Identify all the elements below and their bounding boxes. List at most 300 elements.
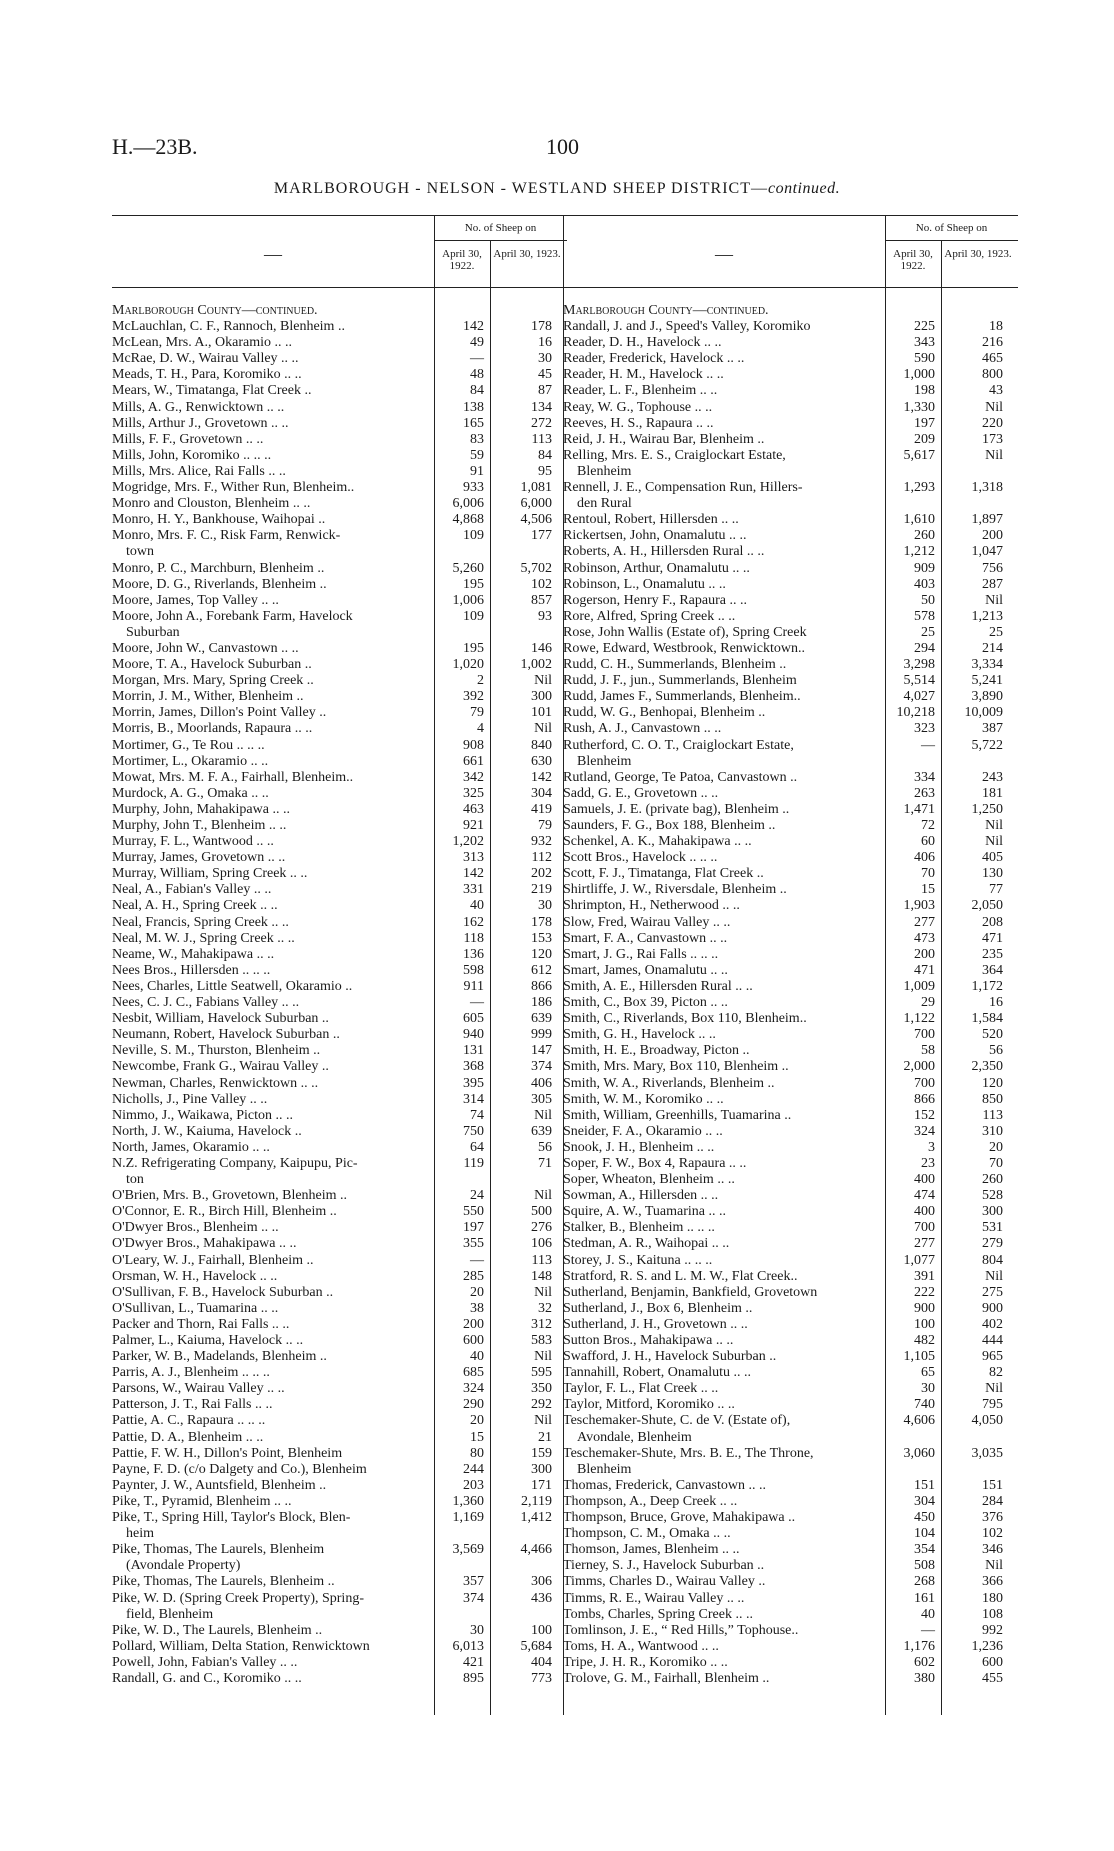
owner-name: Nees Bros., Hillersden .. .. .. (112, 962, 271, 978)
owner-name: Smith, C., Riverlands, Box 110, Blenheim.. (563, 1011, 807, 1027)
table-row (563, 1349, 1018, 1365)
table-row (112, 1494, 567, 1510)
table-row (112, 995, 567, 1011)
owner-name: Patterson, J. T., Rai Falls .. .. (112, 1397, 273, 1413)
table-row (112, 721, 567, 737)
sheep-1923: 102 (982, 1526, 1003, 1542)
sheep-1922: 25 (921, 624, 935, 640)
table-row (563, 1172, 1018, 1188)
sheep-1923: 1,081 (520, 480, 552, 496)
col-1922-header: April 30, 1922. (893, 248, 933, 272)
sheep-1922: 1,471 (903, 801, 935, 817)
owner-name: Smith, William, Greenhills, Tuamarina .. (563, 1107, 792, 1123)
table-top-rule (112, 215, 567, 216)
sheep-1923: 20 (989, 1139, 1003, 1155)
owner-name: Rose, John Wallis (Estate of), Spring Creek (563, 624, 807, 640)
sheep-1922: 921 (463, 818, 484, 833)
owner-name: Smith, G. H., Havelock .. .. (563, 1027, 716, 1043)
owner-name: Pike, T., Spring Hill, Taylor's Block, Blen- (112, 1510, 351, 1526)
owner-name: Murphy, John T., Blenheim .. .. (112, 818, 287, 833)
owner-name: Thompson, A., Deep Creek .. .. (563, 1493, 738, 1509)
sheep-1923: 600 (982, 1654, 1003, 1670)
sheep-1923: 71 (538, 1155, 552, 1171)
table-row (112, 593, 567, 609)
table-row (112, 1671, 567, 1687)
sheep-1923: 1,236 (971, 1638, 1003, 1654)
sheep-1922: 3,569 (452, 1542, 484, 1558)
left-rows (112, 303, 567, 1687)
owner-name: Monro and Clouston, Blenheim .. .. (112, 496, 311, 512)
table-row (112, 1285, 567, 1301)
table-row (112, 1108, 567, 1124)
sheep-1923: 305 (531, 1091, 552, 1107)
sheep-1923: 387 (982, 721, 1003, 737)
sheep-1923: 455 (982, 1670, 1003, 1686)
sheep-1922: 334 (914, 769, 935, 785)
owner-name: Smith, A. E., Hillersden Rural .. .. (563, 978, 753, 994)
table-row (563, 480, 1018, 496)
sheep-1923: 106 (531, 1236, 552, 1252)
owner-name: field, Blenheim (126, 1606, 214, 1622)
sheep-1922: 3 (928, 1139, 935, 1155)
owner-name: Sutton Bros., Mahakipawa .. .. (563, 1333, 734, 1348)
table-row (112, 705, 567, 721)
owner-name: Palmer, L., Kaiuma, Havelock .. .. (112, 1333, 304, 1348)
owner-name: Smart, J. G., Rai Falls .. .. .. (563, 946, 719, 962)
sheep-1923: 4,506 (520, 512, 552, 528)
sheep-1923: Nil (985, 1268, 1003, 1284)
table-row (112, 1301, 567, 1317)
owner-name: Taylor, F. L., Flat Creek .. .. (563, 1381, 719, 1397)
sheep-1922: 325 (463, 785, 484, 801)
table-row (112, 1269, 567, 1285)
owner-name: Morris, B., Moorlands, Rapaura .. .. (112, 721, 313, 737)
owner-name: Snook, J. H., Blenheim .. .. (563, 1139, 715, 1155)
sheep-1922: 58 (921, 1043, 935, 1059)
sheep-1922: 4,027 (903, 689, 935, 705)
owner-name: Reader, D. H., Havelock .. .. (563, 335, 722, 351)
sheep-1922: 700 (914, 1220, 935, 1236)
sheep-1922: 49 (470, 335, 484, 351)
owner-name: Rudd, W. G., Benhopai, Blenheim .. (563, 705, 766, 721)
owner-name: Meads, T. H., Para, Koromiko .. .. (112, 367, 302, 383)
sheep-1923: 208 (982, 914, 1003, 930)
owner-name: O'Dwyer Bros., Blenheim .. .. (112, 1220, 279, 1236)
sheep-1922: 380 (914, 1670, 935, 1686)
sheep-1922: 403 (914, 576, 935, 592)
sheep-1922: 84 (470, 383, 484, 399)
sheep-1923: 77 (989, 882, 1003, 898)
sheep-1922: 400 (914, 1172, 935, 1188)
owner-name: Relling, Mrs. E. S., Craiglockart Estate, (563, 447, 786, 463)
sheep-1923: 173 (982, 431, 1003, 447)
sheep-1923: 1,172 (971, 978, 1003, 994)
sheep-1922: 198 (914, 383, 935, 399)
owner-name: Mills, A. G., Renwicktown .. .. (112, 399, 285, 415)
table-row (563, 1430, 1018, 1446)
sheep-1922: 911 (463, 978, 484, 994)
sheep-1923: 419 (531, 801, 552, 817)
owner-name: Scott Bros., Havelock .. .. .. (563, 850, 718, 866)
owner-name: Reay, W. G., Tophouse .. .. (563, 399, 713, 415)
sheep-1923: 177 (531, 528, 552, 544)
sheep-1922: 3,298 (903, 657, 935, 673)
sheep-1922: 2,000 (903, 1059, 935, 1075)
table-row (563, 367, 1018, 383)
sheep-1923: 45 (538, 367, 552, 383)
owner-name: Blenheim (577, 463, 632, 479)
sheep-1923: 272 (531, 415, 552, 431)
table-row (112, 383, 567, 399)
sheep-1922: 1,330 (903, 399, 935, 415)
table-row (112, 898, 567, 914)
page-title (0, 180, 1114, 198)
sheep-1922: 24 (470, 1188, 484, 1204)
owner-name: Parris, A. J., Blenheim .. .. .. (112, 1365, 270, 1381)
table-row (112, 1236, 567, 1252)
table-row (563, 673, 1018, 689)
sheep-1922: 1,169 (452, 1510, 484, 1526)
owner-name: Moore, James, Top Valley .. .. (112, 592, 279, 608)
sheep-1923: Nil (985, 1558, 1003, 1574)
sheep-1923: 583 (531, 1333, 552, 1348)
sheep-1922: 29 (921, 995, 935, 1011)
sheep-1923: 3,334 (971, 657, 1003, 673)
table-row (112, 1059, 567, 1075)
owner-name: Tierney, S. J., Havelock Suburban .. (563, 1558, 765, 1574)
sheep-1922: 395 (463, 1075, 484, 1091)
owner-name: Robinson, Arthur, Onamalutu .. .. (563, 560, 750, 576)
owner-name: Parker, W. B., Madelands, Blenheim .. (112, 1349, 327, 1365)
owner-name: Thomas, Frederick, Canvastown .. .. (563, 1477, 766, 1493)
title-continued: continued. (768, 180, 841, 197)
sheep-1923: Nil (534, 673, 552, 689)
sheep-1923: 300 (531, 689, 552, 705)
table-row (563, 1317, 1018, 1333)
owner-name: Tomlinson, J. E., “ Red Hills,” Tophouse.. (563, 1622, 799, 1638)
sheep-1922: 23 (921, 1155, 935, 1171)
sheep-1922: 1,903 (903, 898, 935, 914)
sheep-1923: 120 (531, 946, 552, 962)
sheep-1922: 285 (463, 1268, 484, 1284)
sheep-1923: 214 (982, 640, 1003, 656)
sheep-1923: 287 (982, 576, 1003, 592)
sheep-1923: Nil (534, 1188, 552, 1204)
owner-name: Murray, James, Grovetown .. .. (112, 850, 286, 866)
owner-name: Nesbit, William, Havelock Suburban .. (112, 1011, 329, 1027)
sheep-1923: 18 (989, 319, 1003, 335)
name-col-header: — (715, 244, 733, 264)
sheep-1922: — (470, 995, 484, 1011)
table-row (563, 866, 1018, 882)
table-row (112, 400, 567, 416)
owner-name: Sowman, A., Hillersden .. .. (563, 1188, 719, 1204)
table-row (112, 1526, 567, 1542)
table-row (563, 1574, 1018, 1590)
owner-name: Smith, Mrs. Mary, Box 110, Blenheim .. (563, 1059, 789, 1075)
sheep-1923: 178 (531, 319, 552, 335)
sheep-1923: 528 (982, 1188, 1003, 1204)
owner-name: Schenkel, A. K., Mahakipawa .. .. (563, 834, 752, 850)
sheep-1922: 895 (463, 1670, 484, 1686)
sheep-1922: 5,260 (452, 560, 484, 576)
owner-name: O'Connor, E. R., Birch Hill, Blenheim .. (112, 1204, 337, 1220)
owner-name: Neal, A. H., Spring Creek .. .. (112, 898, 278, 914)
sheep-1922: 222 (914, 1284, 935, 1300)
table-row (563, 705, 1018, 721)
owner-name: Nees, C. J. C., Fabians Valley .. .. (112, 995, 300, 1011)
table-row (112, 641, 567, 657)
sheep-1922: 342 (463, 769, 484, 785)
header-mid-rule (885, 240, 1018, 241)
sheep-1923: 102 (531, 576, 552, 592)
owner-name: Timms, Charles D., Wairau Valley .. (563, 1574, 766, 1590)
table-row (563, 1639, 1018, 1655)
owner-name: Rutland, George, Te Patoa, Canvastown .. (563, 769, 798, 785)
sheep-1923: 1,584 (971, 1011, 1003, 1027)
sheep-1922: 6,013 (452, 1638, 484, 1654)
owner-name: Sadd, G. E., Grovetown .. .. (563, 785, 719, 801)
table-row (563, 335, 1018, 351)
sheep-1923: 142 (531, 769, 552, 785)
sheep-1923: 180 (982, 1590, 1003, 1606)
sheep-1923: 304 (531, 785, 552, 801)
owner-name: Pike, W. D., The Laurels, Blenheim .. (112, 1622, 323, 1638)
sheep-1922: 357 (463, 1574, 484, 1590)
sheep-1923: 243 (982, 769, 1003, 785)
sheep-1923: 219 (531, 882, 552, 898)
sheep-1923: 200 (982, 528, 1003, 544)
table-row (112, 367, 567, 383)
sheep-1922: 578 (914, 608, 935, 624)
table-row (112, 1011, 567, 1027)
table-row (112, 1462, 567, 1478)
sheep-1923: 1,897 (971, 512, 1003, 528)
owner-name: Squire, A. W., Tuamarina .. .. (563, 1204, 726, 1220)
sheep-1922: 225 (914, 319, 935, 335)
owner-name: Thomson, James, Blenheim .. .. (563, 1542, 740, 1558)
owner-name: Murphy, John, Mahakipawa .. .. (112, 801, 290, 817)
table-row (563, 1220, 1018, 1236)
table-row (563, 1381, 1018, 1397)
table-row (563, 1462, 1018, 1478)
sheep-1923: 471 (982, 930, 1003, 946)
sheep-1922: — (470, 351, 484, 367)
table-row (112, 577, 567, 593)
sheep-1922: 142 (463, 866, 484, 882)
sheep-1923: 87 (538, 383, 552, 399)
table-row (563, 448, 1018, 464)
table-row (563, 1188, 1018, 1204)
sheep-1923: 756 (982, 560, 1003, 576)
sheep-1923: 120 (982, 1075, 1003, 1091)
county-heading: Marlborough County—continued. (563, 303, 769, 318)
sheep-1922: 313 (463, 850, 484, 866)
owner-name: Pike, W. D. (Spring Creek Property), Spring- (112, 1590, 364, 1606)
sheep-1923: 857 (531, 592, 552, 608)
sheep-1922: 4,868 (452, 512, 484, 528)
sheep-1922: 474 (914, 1188, 935, 1204)
sheep-1923: 30 (538, 898, 552, 914)
sheep-1923: 153 (531, 930, 552, 946)
sheep-1922: 260 (914, 528, 935, 544)
sheep-1923: 3,035 (971, 1445, 1003, 1461)
sheep-1922: 304 (914, 1493, 935, 1509)
sheep-1923: 151 (982, 1477, 1003, 1493)
table-row (563, 850, 1018, 866)
sheep-1923: 350 (531, 1381, 552, 1397)
sheep-1923: 866 (531, 978, 552, 994)
sheep-1923: 93 (538, 608, 552, 624)
table-row (563, 528, 1018, 544)
table-row (563, 1494, 1018, 1510)
sheep-1923: 16 (989, 995, 1003, 1011)
table-row (112, 1027, 567, 1043)
table-row (563, 1236, 1018, 1252)
sheep-1922: 900 (914, 1300, 935, 1316)
sheep-1923: 5,684 (520, 1638, 552, 1654)
table-row (563, 898, 1018, 914)
sheep-1923: 178 (531, 914, 552, 930)
sheep-1922: 406 (914, 850, 935, 866)
sheep-1923: 21 (538, 1429, 552, 1445)
table-row (112, 625, 567, 641)
sheep-1923: 284 (982, 1493, 1003, 1509)
table-row (563, 512, 1018, 528)
sheep-1922: 1,020 (452, 657, 484, 673)
sheep-1923: 5,722 (971, 737, 1003, 753)
sheep-1923: 108 (982, 1606, 1003, 1622)
table-row (112, 1349, 567, 1365)
owner-name: Tannahill, Robert, Onamalutu .. .. (563, 1365, 751, 1381)
owner-name: Teschemaker-Shute, Mrs. B. E., The Throne, (563, 1445, 814, 1461)
owner-name: O'Sullivan, F. B., Havelock Suburban .. (112, 1284, 334, 1300)
owner-name: Sutherland, J., Box 6, Blenheim .. (563, 1300, 753, 1316)
sheep-1922: 343 (914, 335, 935, 351)
sheep-1922: 30 (470, 1622, 484, 1638)
table-row (112, 1365, 567, 1381)
table-row (563, 1124, 1018, 1140)
sheep-1923: 402 (982, 1316, 1003, 1332)
sheep-1922: 4 (477, 721, 484, 737)
table-row (563, 1076, 1018, 1092)
owner-name: Smith, H. E., Broadway, Picton .. (563, 1043, 750, 1059)
sheep-1923: Nil (534, 1413, 552, 1429)
table-row (563, 1333, 1018, 1349)
table-row (563, 1397, 1018, 1413)
sheep-1922: 661 (463, 753, 484, 769)
table-row (563, 786, 1018, 802)
sheep-1923: 70 (989, 1155, 1003, 1171)
sheep-1923: 999 (531, 1027, 552, 1043)
sheep-1922: 2 (477, 673, 484, 689)
sheep-1923: 405 (982, 850, 1003, 866)
sheep-1922: 1,212 (903, 544, 935, 560)
name-col-header: — (264, 244, 282, 264)
sheep-1923: 2,050 (971, 898, 1003, 914)
sheep-1922: 48 (470, 367, 484, 383)
header-bottom-rule (563, 287, 1018, 288)
owner-name: Rudd, C. H., Summerlands, Blenheim .. (563, 657, 787, 673)
table-row (563, 1156, 1018, 1172)
table-row (563, 351, 1018, 367)
table-row (563, 1011, 1018, 1027)
sheep-1922: 391 (914, 1268, 935, 1284)
sheep-1922: 700 (914, 1075, 935, 1091)
sheep-1922: 165 (463, 415, 484, 431)
sheep-1923: 10,009 (964, 705, 1003, 721)
sheep-1922: 1,006 (452, 592, 484, 608)
owner-name: Avondale, Blenheim (577, 1429, 692, 1445)
sheep-1922: 20 (470, 1413, 484, 1429)
sheep-1923: Nil (534, 1349, 552, 1365)
sheep-1923: Nil (985, 447, 1003, 463)
sheep-1922: 600 (463, 1333, 484, 1348)
table-row (112, 689, 567, 705)
sheep-1922: 15 (470, 1429, 484, 1445)
sheep-1923: Nil (985, 592, 1003, 608)
sheep-1922: 471 (914, 962, 935, 978)
owner-name: Tombs, Charles, Spring Creek .. .. (563, 1606, 753, 1622)
sheep-1923: 300 (531, 1461, 552, 1477)
sheep-1922: 598 (463, 962, 484, 978)
sheep-1923: 220 (982, 415, 1003, 431)
sheep-1923: 804 (982, 1252, 1003, 1268)
owner-name: Reid, J. H., Wairau Bar, Blenheim .. (563, 431, 765, 447)
sheep-1923: 56 (538, 1139, 552, 1155)
sheep-1922: 1,009 (903, 978, 935, 994)
owner-name: Stratford, R. S. and L. M. W., Flat Creek.. (563, 1268, 798, 1284)
owner-name: Neal, A., Fabian's Valley .. .. (112, 882, 272, 898)
table-row (563, 1027, 1018, 1043)
table-row (563, 303, 1018, 319)
table-row (112, 303, 567, 319)
owner-name: Smith, W. A., Riverlands, Blenheim .. (563, 1075, 775, 1091)
sheep-1922: 162 (463, 914, 484, 930)
sheep-1922: 142 (463, 319, 484, 335)
sheep-1922: 263 (914, 785, 935, 801)
table-row (563, 963, 1018, 979)
table-row (563, 1413, 1018, 1429)
sheep-1922: 40 (921, 1606, 935, 1622)
sheep-1923: 113 (531, 431, 552, 447)
owner-name: Mears, W., Timatanga, Flat Creek .. (112, 383, 312, 399)
owner-name: Randall, J. and J., Speed's Valley, Koromiko (563, 319, 811, 335)
sheep-1923: 3,890 (971, 689, 1003, 705)
table-row (563, 802, 1018, 818)
table-row (112, 335, 567, 351)
owner-name: Moore, D. G., Riverlands, Blenheim .. (112, 576, 327, 592)
owner-name: Orsman, W. H., Havelock .. .. (112, 1268, 278, 1284)
sheep-1922: 750 (463, 1123, 484, 1139)
sheep-1922: 1,176 (903, 1638, 935, 1654)
sheep-1923: 444 (982, 1333, 1003, 1348)
owner-name: Pattie, F. W. H., Dillon's Point, Blenheim (112, 1445, 343, 1461)
table-row (563, 1269, 1018, 1285)
sheep-1923: 171 (531, 1477, 552, 1493)
sheep-1923: 79 (538, 818, 552, 833)
sheep-1923: 95 (538, 463, 552, 479)
table-row (563, 1558, 1018, 1574)
owner-name: Pike, Thomas, The Laurels, Blenheim .. (112, 1574, 335, 1590)
owner-name: O'Leary, W. J., Fairhall, Blenheim .. (112, 1252, 314, 1268)
table-row (563, 1542, 1018, 1558)
sheep-1923: 134 (531, 399, 552, 415)
table-row (112, 673, 567, 689)
sheep-1923: 404 (531, 1654, 552, 1670)
sheep-1922: 100 (914, 1316, 935, 1332)
table-row (112, 448, 567, 464)
